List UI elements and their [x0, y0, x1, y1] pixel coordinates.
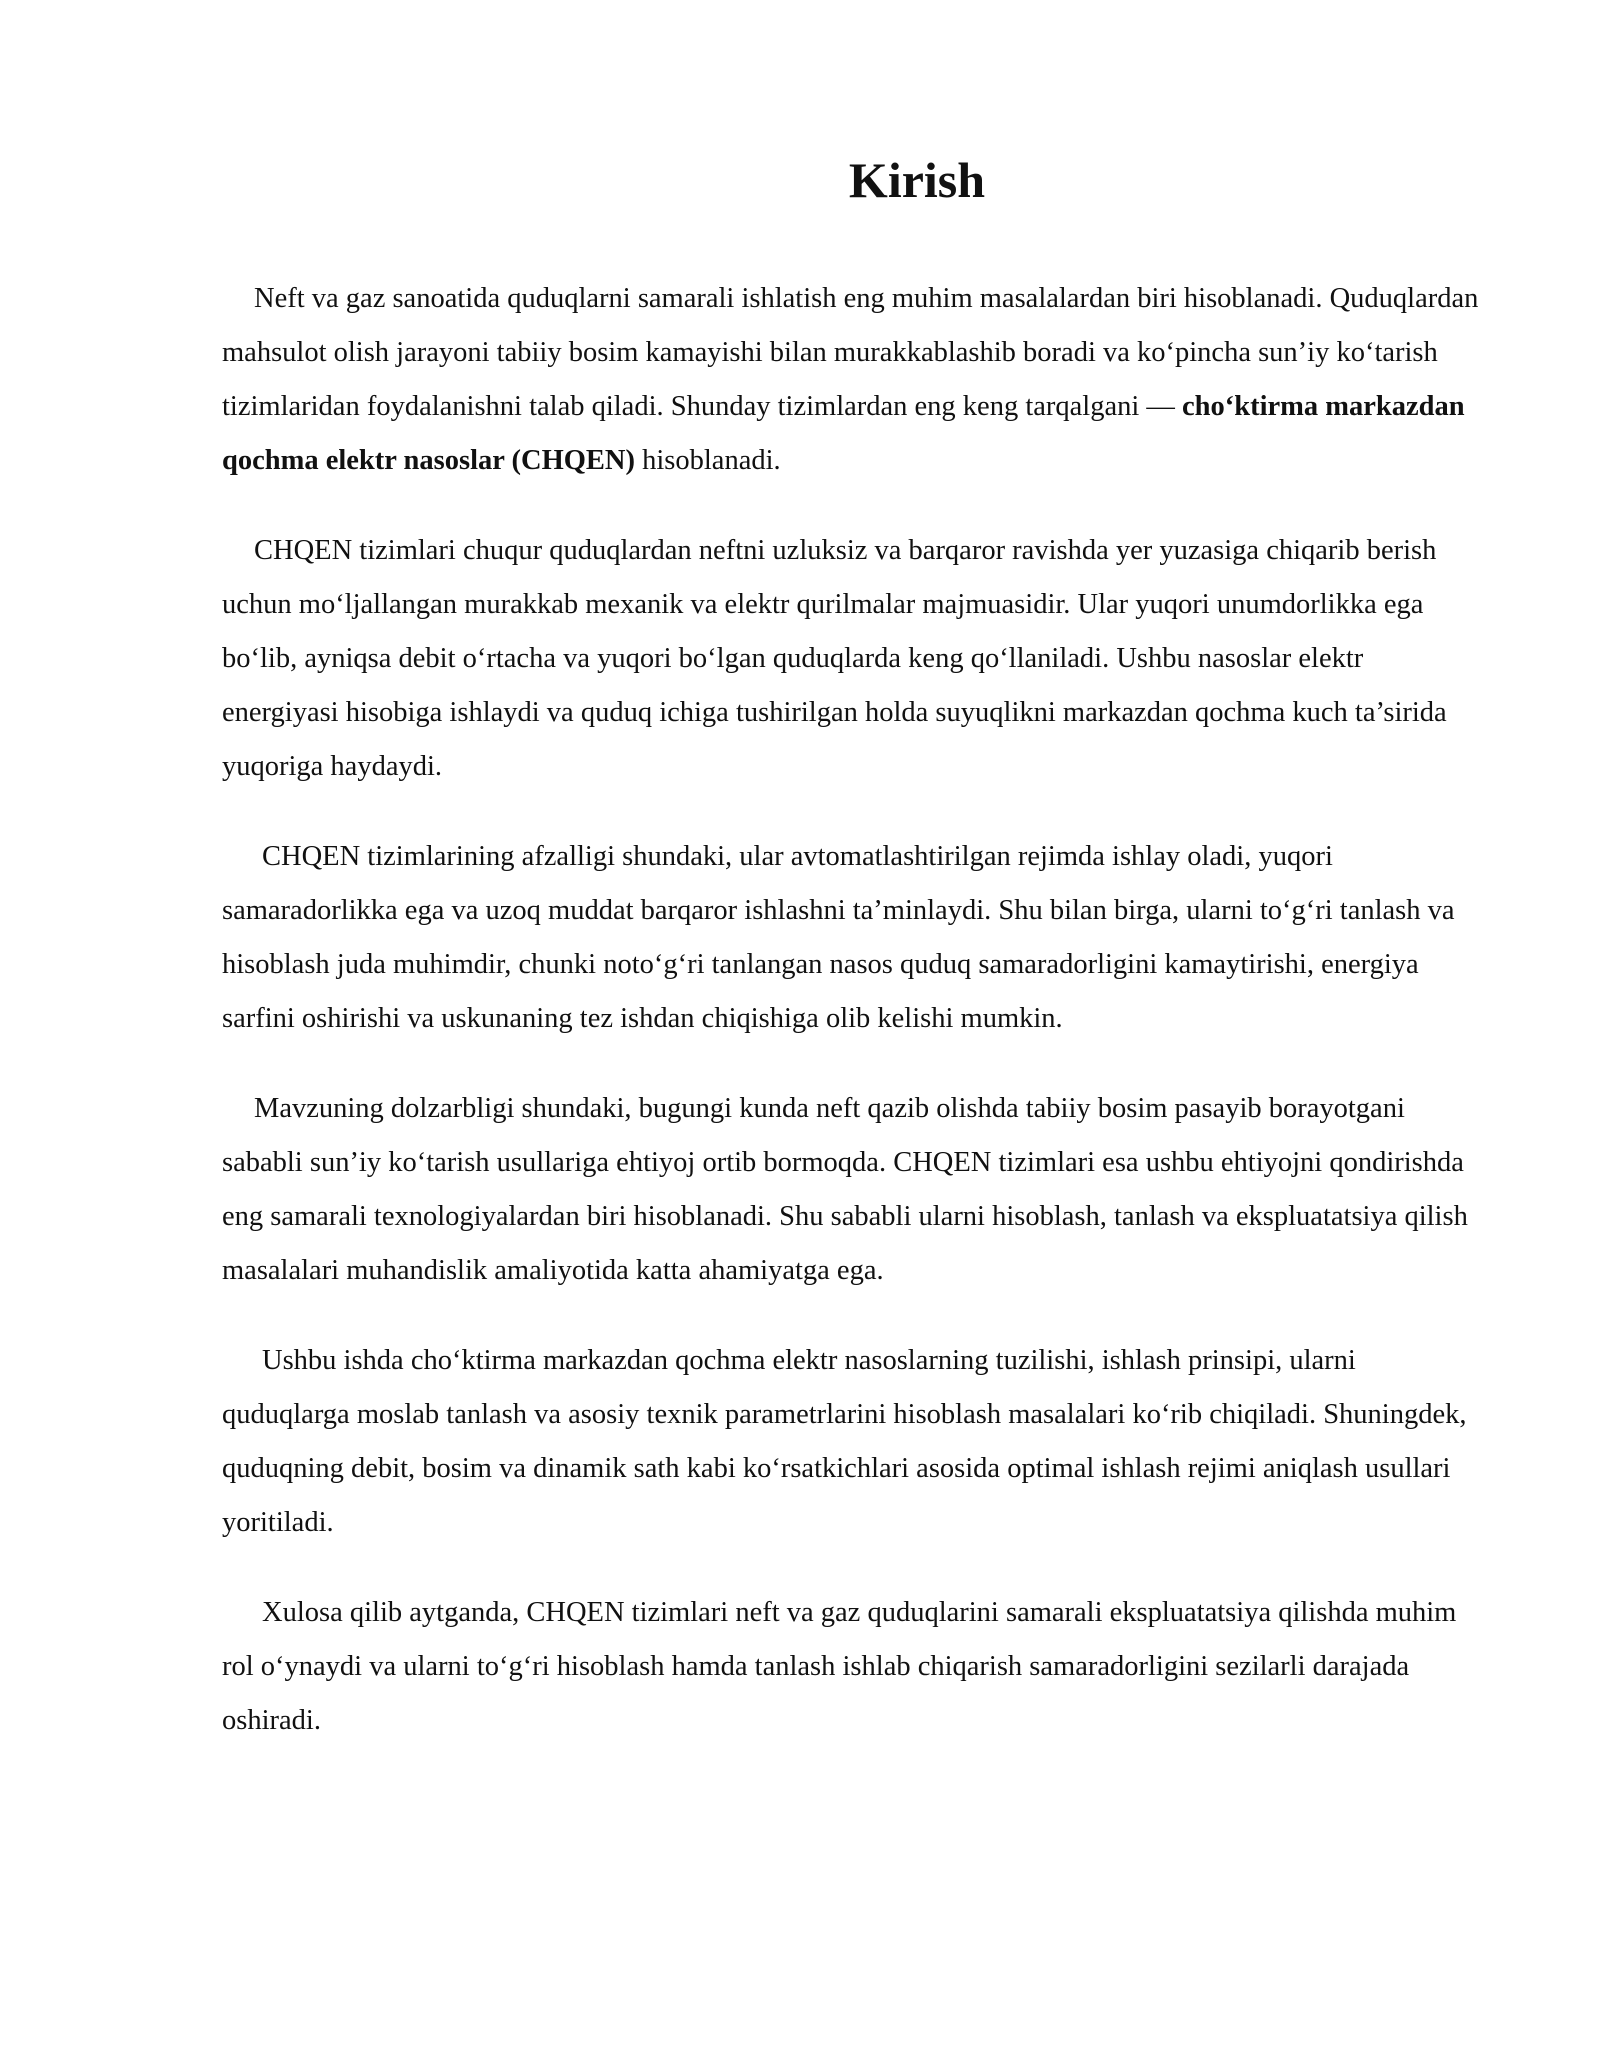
paragraph-relevance: Mavzuning dolzarbligi shundaki, bugungi kunda neft qazib olishda tabiiy bosim pasayib borayotgani sababli sun’iy ko‘tarish usullariga ehtiyoj ortib bormoqda. CHQEN tizimlari esa ushbu ehtiyojni qondirishda eng samarali texnologiyalardan biri hisoblanadi. Shu sababli ularni hisoblash, tanlash va ekspluatatsiya qilish masalalari muhandislik amaliyotida katta ahamiyatga ega.	[222, 1093, 1468, 1286]
paragraph-intro-tail: hisoblanadi.	[635, 445, 781, 476]
document-page	[222, 148, 1482, 1784]
paragraph-intro	[222, 272, 1482, 488]
paragraph-advantages: CHQEN tizimlarining afzalligi shundaki, ular avtomatlashtirilgan rejimda ishlay oladi, yuqori samaradorlikka ega va uzoq muddat barqaror ishlashni ta’minlaydi. Shu bilan birga, ularni to‘g‘ri tanlash va hisoblash juda muhimdir, chunki noto‘g‘ri tanlangan nasos quduq samaradorligini kamaytirishi, energiya sarfini oshirishi va uskunaning tez ishdan chiqishiga olib kelishi mumkin.	[222, 841, 1455, 1034]
page-title: Kirish	[848, 152, 986, 208]
paragraph-intro-text: Neft va gaz sanoatida quduqlarni samarali ishlatish eng muhim masalalardan biri hisoblanadi. Quduqlardan mahsulot olish jarayoni tabiiy bosim kamayishi bilan murakkablashib boradi va ko‘pincha sun’iy ko‘tarish tizimlaridan foydalanishni talab qiladi. Shunday tizimlardan eng keng tarqalgani —	[222, 283, 1479, 422]
paragraph-conclusion: Xulosa qilib aytganda, CHQEN tizimlari neft va gaz quduqlarini samarali ekspluatatsiya qilishda muhim rol o‘ynaydi va ularni to‘g‘ri hisoblash hamda tanlash ishlab chiqarish samaradorligini sezilarli darajada oshiradi.	[222, 1597, 1457, 1736]
paragraph-chqen-description: CHQEN tizimlari chuqur quduqlardan neftni uzluksiz va barqaror ravishda yer yuzasiga chiqarib berish uchun mo‘ljallangan murakkab mexanik va elektr qurilmalar majmuasidir. Ular yuqori unumdorlikka ega bo‘lib, ayniqsa debit o‘rtacha va yuqori bo‘lgan quduqlarda keng qo‘llaniladi. Ushbu nasoslar elektr energiyasi hisobiga ishlaydi va quduq ichiga tushirilgan holda suyuqlikni markazdan qochma kuch ta’sirida yuqoriga haydaydi.	[222, 535, 1447, 782]
paragraph-intro-bold-term: cho‘ktirma markazdan qochma elektr nasoslar (CHQEN)	[222, 391, 1465, 476]
paragraph-scope: Ushbu ishda cho‘ktirma markazdan qochma elektr nasoslarning tuzilishi, ishlash prinsipi, ularni quduqlarga moslab tanlash va asosiy texnik parametrlarini hisoblash masalalari ko‘rib chiqiladi. Shuningdek, quduqning debit, bosim va dinamik sath kabi ko‘rsatkichlari asosida optimal ishlash rejimi aniqlash usullari yoritiladi.	[222, 1345, 1467, 1538]
